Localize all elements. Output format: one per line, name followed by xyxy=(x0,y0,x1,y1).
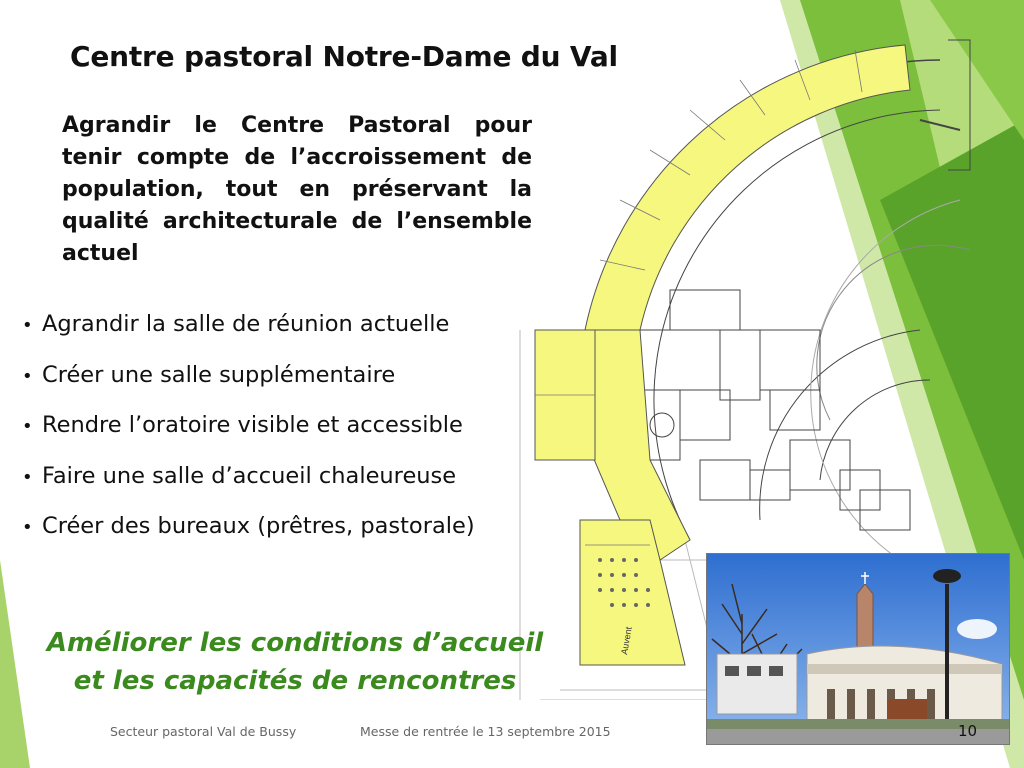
church-photo xyxy=(706,553,1010,745)
page-number: 10 xyxy=(958,722,978,740)
list-item xyxy=(22,305,542,356)
bullet-text: Créer des bureaux (prêtres, pastorale) xyxy=(42,513,475,539)
slide-title: Centre pastoral Notre-Dame du Val xyxy=(70,40,618,73)
conclusion-text xyxy=(40,624,550,700)
plan-label-auvent: Auvent xyxy=(619,626,634,656)
bullet-icon: • xyxy=(22,416,33,437)
list-item xyxy=(22,457,542,508)
intro-paragraph: Agrandir le Centre Pastoral pour tenir compte de l’accroissement de population, tout en préservant la qualité architecturale de l’ensemble actuel xyxy=(62,113,532,266)
bullet-icon: • xyxy=(22,315,33,336)
bullet-icon: • xyxy=(22,365,33,387)
bullet-text: Rendre l’oratoire visible et accessible xyxy=(42,412,463,438)
footer-sector: Secteur pastoral Val de Bussy xyxy=(110,724,297,739)
bullet-icon: • xyxy=(22,517,33,538)
bullet-icon: • xyxy=(22,466,33,488)
bullet-text: Agrandir la salle de réunion actuelle xyxy=(42,311,450,337)
conclusion-line-2: et les capacités de rencontres xyxy=(73,666,517,696)
conclusion-line-1: Améliorer les conditions d’accueil xyxy=(46,628,544,658)
bullet-text: Faire une salle d’accueil chaleureuse xyxy=(42,462,457,489)
bullet-list xyxy=(22,305,542,558)
footer-event: Messe de rentrée le 13 septembre 2015 xyxy=(360,724,611,739)
bullet-text: Créer une salle supplémentaire xyxy=(42,361,396,388)
list-item xyxy=(22,356,542,407)
list-item xyxy=(22,507,542,558)
list-item xyxy=(22,406,542,457)
